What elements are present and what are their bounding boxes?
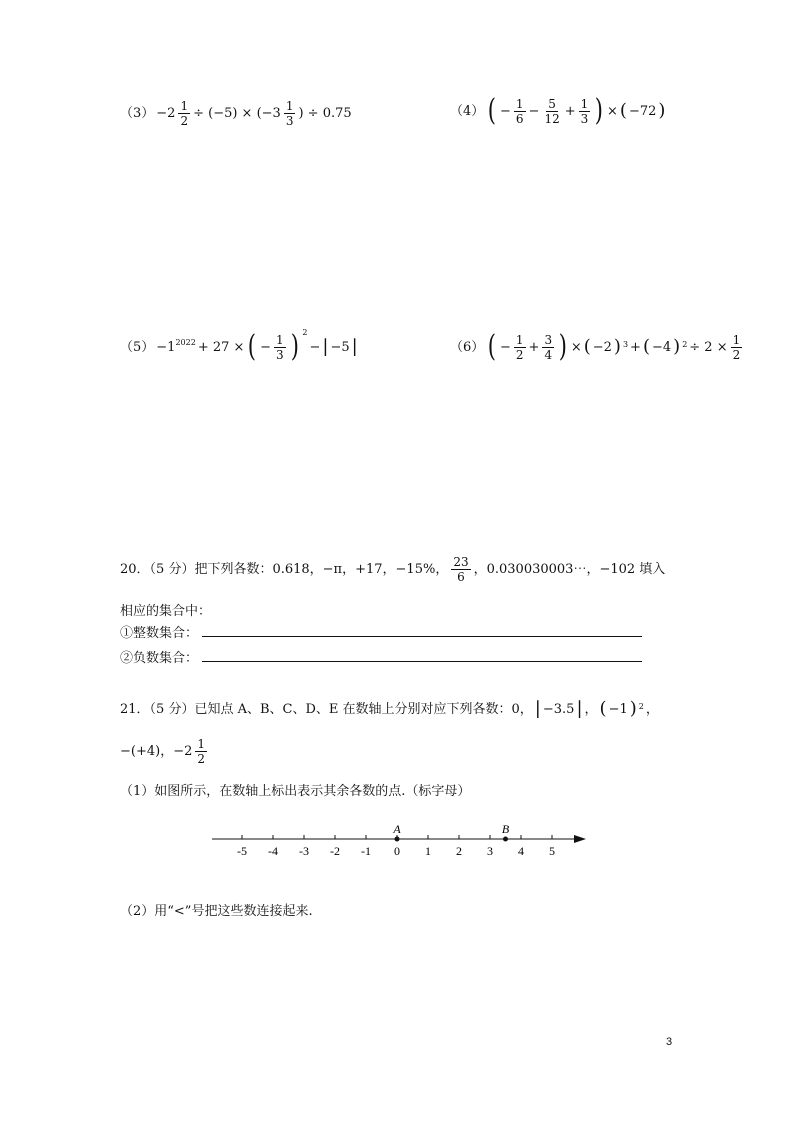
right-paren: ): [558, 329, 568, 364]
denominator: 4: [544, 347, 553, 362]
right-paren: ): [673, 336, 681, 357]
right-paren: ): [595, 93, 604, 128]
tick-label: -5: [237, 844, 247, 858]
separator: ，: [584, 701, 598, 717]
problem-5: [120, 328, 358, 364]
problem-4: [450, 93, 666, 128]
exponent: 2022: [175, 337, 196, 347]
integer-set-answer-line[interactable]: [202, 624, 642, 637]
negative-set-label: ②负数集合：: [120, 651, 199, 666]
point-label: B: [501, 822, 510, 836]
expr-term: + 27 ×: [197, 339, 245, 355]
expr-term: −: [309, 339, 321, 355]
separator: ，: [645, 701, 659, 717]
tick-label: -2: [330, 844, 340, 858]
expr-term: ÷ (−5) × (−3: [193, 106, 281, 121]
question-21-part2: （2）用“<”号把这些数连接起来.: [120, 904, 313, 919]
expr-term: ÷ 2 ×: [689, 339, 728, 355]
problem-3: [120, 100, 352, 127]
numerator: 1: [515, 332, 524, 347]
fraction: [195, 738, 207, 765]
expr-term: +: [630, 339, 641, 355]
right-paren: ): [629, 698, 637, 719]
question-20-line2: 相应的集合中：: [120, 604, 212, 619]
exponent: 2: [302, 328, 308, 337]
denominator: 6: [515, 111, 524, 126]
denominator: 2: [197, 752, 206, 766]
number-line: [200, 815, 600, 865]
fraction: [274, 334, 286, 361]
expr-term: −2: [156, 106, 176, 121]
problem-label: （6）: [450, 339, 485, 355]
negative-set-answer-line[interactable]: [202, 649, 642, 662]
problem-label: （3）: [120, 106, 155, 121]
denominator: 2: [515, 347, 524, 362]
numerator: 5: [548, 96, 556, 111]
numerator: 1: [285, 99, 294, 113]
numerator: 1: [276, 332, 284, 347]
expr-term: [156, 337, 196, 355]
tick-label: -4: [268, 844, 278, 858]
problem-label: （4）: [450, 103, 485, 119]
tick-label: 0: [394, 844, 400, 858]
question-text: 20．（5 分）把下列各数：0.618，−π，+17，−15%，: [120, 562, 449, 577]
right-paren: ): [290, 329, 299, 364]
fraction: [542, 98, 561, 125]
denominator: 3: [276, 347, 284, 362]
right-paren: ): [658, 100, 666, 121]
numerator: 1: [197, 737, 206, 751]
point-marker: [395, 837, 400, 842]
expr-term: −3.5: [542, 701, 575, 717]
fraction: [178, 100, 190, 127]
denominator: 2: [732, 347, 741, 362]
tick-label: 5: [549, 844, 555, 858]
integer-set-row: [120, 622, 642, 641]
tick-label: 4: [518, 844, 524, 858]
power-base: −1: [156, 339, 176, 355]
point-marker: [503, 837, 508, 842]
fraction: [514, 334, 526, 361]
numerator: 1: [515, 96, 524, 111]
problem-label: （5）: [120, 339, 155, 355]
integer-set-label: ①整数集合：: [120, 626, 199, 641]
expr-term: +: [528, 339, 540, 355]
left-paren: (: [619, 100, 627, 121]
expr-term: ×: [570, 339, 582, 355]
expr-term: −4: [651, 339, 672, 355]
numerator: 23: [453, 555, 469, 569]
point-label: A: [393, 822, 401, 836]
right-paren: ): [613, 336, 621, 357]
fraction: [284, 100, 296, 127]
abs-bar-left: |: [322, 336, 329, 357]
denominator: 12: [544, 111, 560, 126]
denominator: 3: [285, 114, 294, 128]
expr-term: −: [260, 339, 272, 355]
fraction: [542, 334, 554, 361]
left-paren: (: [488, 93, 497, 128]
left-paren: (: [583, 336, 591, 357]
question-21-line1: [120, 700, 659, 718]
abs-bar-right: |: [351, 336, 358, 357]
question-text: −(+4)，−2: [120, 744, 193, 759]
question-21-line2: [120, 738, 208, 765]
negative-set-row: [120, 647, 642, 666]
denominator: 6: [457, 570, 465, 584]
abs-bar-left: |: [534, 698, 541, 719]
fraction: [514, 98, 526, 125]
tick-label: 2: [456, 844, 462, 858]
expr-term: −: [500, 103, 511, 119]
numerator: 1: [732, 332, 741, 347]
expr-term: −5: [330, 339, 350, 355]
abs-bar-right: |: [576, 698, 583, 719]
denominator: 3: [580, 111, 589, 126]
tick-label: -3: [299, 844, 309, 858]
expr-term: ×: [607, 103, 618, 119]
fraction: [731, 334, 743, 361]
left-paren: (: [642, 336, 650, 357]
problem-6: [450, 329, 743, 364]
left-paren: (: [248, 329, 257, 364]
tick-label: 1: [425, 844, 431, 858]
question-text: ，0.030030003⋯，−102 填入: [473, 562, 666, 577]
exponent: 3: [622, 340, 629, 349]
number-line-arrowhead: [574, 835, 586, 843]
fraction: [451, 556, 470, 583]
numerator: 1: [580, 96, 589, 111]
page-number: 3: [666, 1036, 673, 1048]
question-text: 21．（5 分）已知点 A、B、C、D、E 在数轴上分别对应下列各数：0，: [120, 701, 533, 717]
exponent: 2: [682, 340, 688, 349]
expr-term: −1: [608, 701, 628, 717]
question-21-part1: （1）如图所示，在数轴上标出表示其余各数的点.（标字母）: [120, 784, 471, 799]
left-paren: (: [488, 329, 497, 364]
question-20-line1: [120, 556, 665, 583]
expr-term: −72: [628, 103, 657, 119]
numerator: 3: [544, 332, 553, 347]
fraction: [579, 98, 591, 125]
denominator: 2: [180, 114, 189, 128]
expr-term: −: [500, 339, 511, 355]
expr-term: −2: [592, 339, 612, 355]
numerator: 1: [180, 99, 189, 113]
tick-label: -1: [361, 844, 371, 858]
expr-term: +: [564, 103, 576, 119]
expr-term: −: [528, 103, 540, 119]
tick-label: 3: [487, 844, 493, 858]
expr-term: ) ÷ 0.75: [298, 106, 352, 121]
exponent: 2: [638, 702, 644, 711]
left-paren: (: [599, 698, 607, 719]
